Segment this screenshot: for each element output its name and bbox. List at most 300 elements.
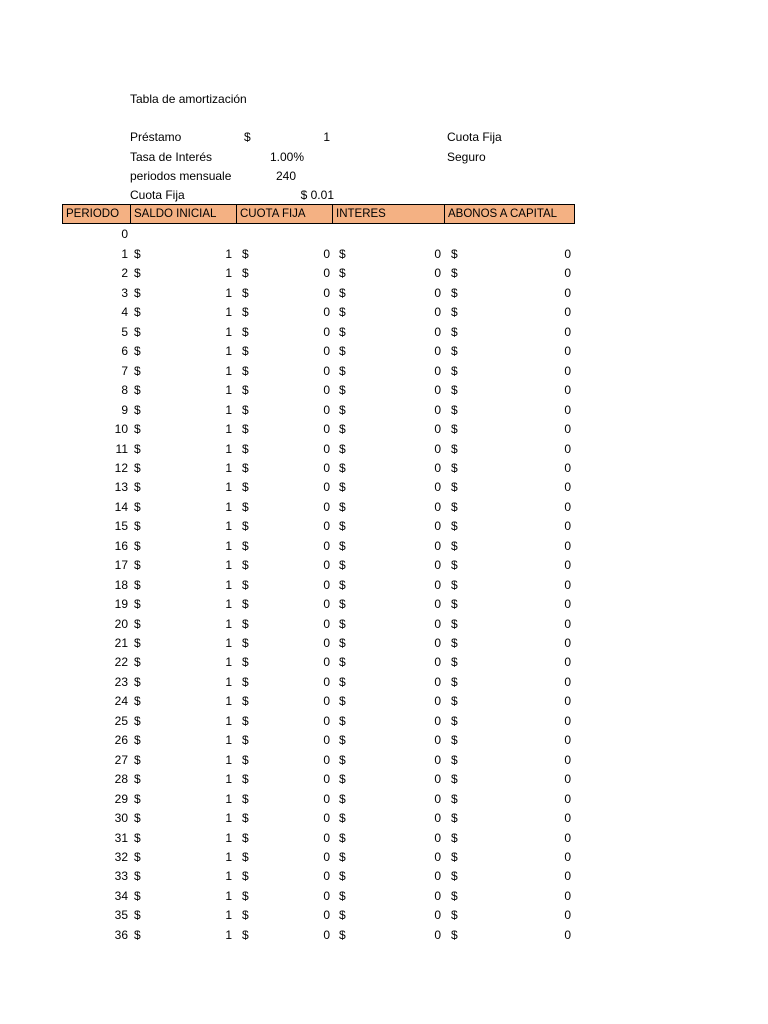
table-row [0, 867, 768, 886]
interes-currency: $ [339, 888, 346, 903]
table-row [0, 459, 768, 478]
abono-currency: $ [451, 674, 458, 689]
saldo-inicial-cell: 1 [225, 441, 232, 456]
table-row [0, 809, 768, 828]
saldo-currency: $ [134, 519, 141, 534]
interes-cell: 0 [434, 519, 441, 534]
cuota-fija-cell: 0 [323, 558, 330, 573]
abono-currency: $ [451, 655, 458, 670]
abono-capital-cell: 0 [564, 772, 571, 787]
saldo-inicial-cell: 1 [225, 460, 232, 475]
cuota-currency: $ [242, 499, 249, 514]
saldo-currency: $ [134, 383, 141, 398]
interes-currency: $ [339, 499, 346, 514]
table-row [0, 615, 768, 634]
cuota-fija-cell: 0 [323, 266, 330, 281]
interes-cell: 0 [434, 305, 441, 320]
abono-capital-cell: 0 [564, 402, 571, 417]
table-row [0, 342, 768, 361]
abono-currency: $ [451, 441, 458, 456]
interes-currency: $ [339, 363, 346, 378]
interes-currency: $ [339, 519, 346, 534]
period-cell: 18 [114, 577, 128, 592]
abono-capital-cell: 0 [564, 538, 571, 553]
period-cell: 14 [114, 499, 128, 514]
table-row [0, 303, 768, 322]
saldo-currency: $ [134, 772, 141, 787]
table-row [0, 362, 768, 381]
interes-currency: $ [339, 674, 346, 689]
cuota-fija-cell: 0 [323, 402, 330, 417]
period-cell: 25 [114, 713, 128, 728]
cuota-currency: $ [242, 616, 249, 631]
saldo-inicial-cell: 1 [225, 519, 232, 534]
period-cell: 1 [121, 247, 128, 261]
abono-capital-cell: 0 [564, 460, 571, 475]
cuota-fija-cell: 0 [323, 830, 330, 845]
abono-capital-cell: 0 [564, 577, 571, 592]
prestamo-label: Préstamo [130, 130, 182, 144]
abono-capital-cell: 0 [564, 636, 571, 650]
cuota-currency: $ [242, 247, 249, 261]
column-header-saldo-inicial: SALDO INICIAL [131, 205, 237, 223]
cuota-currency: $ [242, 402, 249, 417]
interes-cell: 0 [434, 811, 441, 826]
periodos-label: periodos mensuale [130, 169, 232, 183]
table-row [0, 381, 768, 400]
interes-cell: 0 [434, 674, 441, 689]
cuota-currency: $ [242, 791, 249, 806]
abono-currency: $ [451, 888, 458, 903]
period-cell: 24 [114, 694, 128, 709]
saldo-inicial-cell: 1 [225, 636, 232, 650]
cuota-fija-cell: 0 [323, 480, 330, 495]
saldo-inicial-cell: 1 [225, 733, 232, 748]
cuota-fija-cell: 0 [323, 791, 330, 806]
cuota-fija-cell: 0 [323, 597, 330, 612]
abono-currency: $ [451, 247, 458, 261]
cuota-fija-cell: 0 [323, 636, 330, 650]
cuota-currency: $ [242, 577, 249, 592]
period-cell: 3 [121, 285, 128, 300]
abono-currency: $ [451, 849, 458, 864]
saldo-currency: $ [134, 480, 141, 495]
saldo-inicial-cell: 1 [225, 791, 232, 806]
saldo-inicial-cell: 1 [225, 383, 232, 398]
cuota-currency: $ [242, 383, 249, 398]
table-row [0, 770, 768, 789]
saldo-inicial-cell: 1 [225, 577, 232, 592]
abono-currency: $ [451, 636, 458, 650]
interes-currency: $ [339, 694, 346, 709]
table-row [0, 537, 768, 556]
abono-capital-cell: 0 [564, 752, 571, 767]
abono-currency: $ [451, 927, 458, 942]
interes-cell: 0 [434, 324, 441, 339]
interes-currency: $ [339, 538, 346, 553]
saldo-inicial-cell: 1 [225, 849, 232, 864]
saldo-currency: $ [134, 713, 141, 728]
saldo-currency: $ [134, 694, 141, 709]
interes-cell: 0 [434, 908, 441, 923]
period-cell: 30 [114, 811, 128, 826]
abono-currency: $ [451, 597, 458, 612]
abono-capital-cell: 0 [564, 363, 571, 378]
period-cell: 16 [114, 538, 128, 553]
cuota-fija-cell: 0 [323, 772, 330, 787]
cuota-currency: $ [242, 441, 249, 456]
saldo-currency: $ [134, 499, 141, 514]
abono-currency: $ [451, 752, 458, 767]
saldo-inicial-cell: 1 [225, 674, 232, 689]
abono-capital-cell: 0 [564, 285, 571, 300]
table-row [0, 848, 768, 867]
abono-currency: $ [451, 811, 458, 826]
cuota-fija-cell: 0 [323, 752, 330, 767]
cuota-fija-cell: 0 [323, 713, 330, 728]
saldo-currency: $ [134, 422, 141, 437]
period-cell: 28 [114, 772, 128, 787]
cuota-currency: $ [242, 655, 249, 670]
saldo-inicial-cell: 1 [225, 344, 232, 359]
interes-currency: $ [339, 285, 346, 300]
period-cell: 2 [121, 266, 128, 281]
interes-cell: 0 [434, 869, 441, 884]
period-cell: 10 [114, 422, 128, 437]
abono-currency: $ [451, 713, 458, 728]
interes-currency: $ [339, 811, 346, 826]
abono-capital-cell: 0 [564, 480, 571, 495]
saldo-currency: $ [134, 324, 141, 339]
saldo-currency: $ [134, 849, 141, 864]
interes-currency: $ [339, 908, 346, 923]
interes-currency: $ [339, 305, 346, 320]
abono-currency: $ [451, 285, 458, 300]
interes-currency: $ [339, 344, 346, 359]
saldo-currency: $ [134, 460, 141, 475]
saldo-inicial-cell: 1 [225, 655, 232, 670]
abono-capital-cell: 0 [564, 791, 571, 806]
saldo-currency: $ [134, 636, 141, 650]
period-cell: 22 [114, 655, 128, 670]
cuota-fija-cell: 0 [323, 694, 330, 709]
cuota-currency: $ [242, 363, 249, 378]
saldo-inicial-cell: 1 [225, 324, 232, 339]
column-header-interes: INTERES [333, 205, 445, 223]
saldo-inicial-cell: 1 [225, 480, 232, 495]
saldo-currency: $ [134, 305, 141, 320]
saldo-inicial-cell: 1 [225, 499, 232, 514]
interes-currency: $ [339, 713, 346, 728]
saldo-inicial-cell: 1 [225, 694, 232, 709]
cuota-fija-cell: 0 [323, 460, 330, 475]
table-row [0, 595, 768, 614]
period-cell: 15 [114, 519, 128, 534]
period-cell: 9 [121, 402, 128, 417]
cuota-currency: $ [242, 597, 249, 612]
saldo-inicial-cell: 1 [225, 285, 232, 300]
interes-currency: $ [339, 655, 346, 670]
interes-currency: $ [339, 247, 346, 261]
interes-currency: $ [339, 422, 346, 437]
interes-cell: 0 [434, 558, 441, 573]
saldo-currency: $ [134, 577, 141, 592]
cuota-currency: $ [242, 460, 249, 475]
abono-capital-cell: 0 [564, 499, 571, 514]
interes-currency: $ [339, 441, 346, 456]
period-cell: 21 [114, 636, 128, 650]
abono-capital-cell: 0 [564, 266, 571, 281]
interes-currency: $ [339, 324, 346, 339]
period-cell: 13 [114, 480, 128, 495]
interes-currency: $ [339, 772, 346, 787]
prestamo-currency: $ [244, 130, 251, 144]
abono-currency: $ [451, 733, 458, 748]
saldo-currency: $ [134, 344, 141, 359]
table-row [0, 323, 768, 342]
abono-currency: $ [451, 363, 458, 378]
abono-capital-cell: 0 [564, 694, 571, 709]
saldo-currency: $ [134, 752, 141, 767]
cuota-fija-cell: 0 [323, 888, 330, 903]
period-cell: 17 [114, 558, 128, 573]
period-cell: 27 [114, 752, 128, 767]
period-cell: 4 [121, 305, 128, 320]
period-cell: 6 [121, 344, 128, 359]
table-row [0, 498, 768, 517]
interes-cell: 0 [434, 344, 441, 359]
period-cell: 36 [114, 927, 128, 942]
saldo-currency: $ [134, 402, 141, 417]
saldo-inicial-cell: 1 [225, 558, 232, 573]
cuota-currency: $ [242, 674, 249, 689]
saldo-currency: $ [134, 888, 141, 903]
interes-cell: 0 [434, 927, 441, 942]
cuota-fija-cell: 0 [323, 869, 330, 884]
seguro-side-label: Seguro [447, 150, 486, 164]
table-row [0, 790, 768, 809]
period-cell: 33 [114, 869, 128, 884]
column-header-abonos-a-capital: ABONOS A CAPITAL [448, 208, 558, 220]
abono-capital-cell: 0 [564, 811, 571, 826]
interes-cell: 0 [434, 849, 441, 864]
saldo-inicial-cell: 1 [225, 888, 232, 903]
table-row [0, 751, 768, 770]
cuota-currency: $ [242, 519, 249, 534]
interes-cell: 0 [434, 791, 441, 806]
interes-currency: $ [339, 460, 346, 475]
table-row [0, 284, 768, 303]
interes-currency: $ [339, 636, 346, 650]
period-cell: 26 [114, 733, 128, 748]
period-cell: 31 [114, 830, 128, 845]
table-row [0, 731, 768, 750]
cuota-fija-cell: 0 [323, 422, 330, 437]
table-row [0, 401, 768, 420]
abono-capital-cell: 0 [564, 597, 571, 612]
period-cell: 7 [121, 363, 128, 378]
saldo-currency: $ [134, 285, 141, 300]
interes-cell: 0 [434, 402, 441, 417]
interes-cell: 0 [434, 285, 441, 300]
abono-currency: $ [451, 694, 458, 709]
cuota-currency: $ [242, 888, 249, 903]
prestamo-value: 1 [323, 130, 330, 144]
cuota-fija-cell: 0 [323, 616, 330, 631]
saldo-currency: $ [134, 538, 141, 553]
period-cell: 29 [114, 791, 128, 806]
cuota-currency: $ [242, 558, 249, 573]
interes-cell: 0 [434, 597, 441, 612]
interes-cell: 0 [434, 538, 441, 553]
saldo-inicial-cell: 1 [225, 830, 232, 845]
abono-currency: $ [451, 402, 458, 417]
sheet-title: Tabla de amortización [130, 92, 247, 106]
abono-capital-cell: 0 [564, 305, 571, 320]
cuota-fija-cell: 0 [323, 285, 330, 300]
cuota-fija-cell: 0 [323, 305, 330, 320]
interes-cell: 0 [434, 694, 441, 709]
interes-cell: 0 [434, 713, 441, 728]
interes-cell: 0 [434, 655, 441, 670]
table-row [0, 926, 768, 945]
table-row [0, 634, 768, 653]
saldo-inicial-cell: 1 [225, 402, 232, 417]
abono-currency: $ [451, 305, 458, 320]
cuota-fija-cell: 0 [323, 811, 330, 826]
table-row [0, 653, 768, 672]
cuota-currency: $ [242, 422, 249, 437]
saldo-currency: $ [134, 363, 141, 378]
abono-capital-cell: 0 [564, 927, 571, 942]
column-header-cuota-fija: CUOTA FIJA [237, 205, 333, 223]
saldo-currency: $ [134, 616, 141, 631]
abono-capital-cell: 0 [564, 674, 571, 689]
cuota-fija-cell: 0 [323, 363, 330, 378]
cuota-fija-cell: 0 [323, 441, 330, 456]
cuota-currency: $ [242, 908, 249, 923]
table-row [0, 906, 768, 925]
abono-currency: $ [451, 266, 458, 281]
saldo-inicial-cell: 1 [225, 616, 232, 631]
interes-currency: $ [339, 752, 346, 767]
saldo-inicial-cell: 1 [225, 908, 232, 923]
cuota-fija-cell: 0 [323, 733, 330, 748]
saldo-inicial-cell: 1 [225, 752, 232, 767]
interes-cell: 0 [434, 577, 441, 592]
saldo-currency: $ [134, 927, 141, 942]
cuota-currency: $ [242, 694, 249, 709]
interes-currency: $ [339, 577, 346, 592]
cuota-currency: $ [242, 285, 249, 300]
abono-currency: $ [451, 480, 458, 495]
cuota-fija-cell: 0 [323, 538, 330, 553]
saldo-currency: $ [134, 655, 141, 670]
interes-cell: 0 [434, 441, 441, 456]
cuota-currency: $ [242, 344, 249, 359]
abono-capital-cell: 0 [564, 422, 571, 437]
cuota-currency: $ [242, 636, 249, 650]
saldo-currency: $ [134, 441, 141, 456]
table-row [0, 692, 768, 711]
cuota-fija-cell: 0 [323, 247, 330, 261]
saldo-currency: $ [134, 247, 141, 261]
abono-currency: $ [451, 383, 458, 398]
interes-cell: 0 [434, 830, 441, 845]
abono-capital-cell: 0 [564, 869, 571, 884]
abono-currency: $ [451, 558, 458, 573]
interes-currency: $ [339, 616, 346, 631]
interes-currency: $ [339, 849, 346, 864]
period-cell: 23 [114, 674, 128, 689]
cuota-currency: $ [242, 538, 249, 553]
cuota-currency: $ [242, 305, 249, 320]
abono-capital-cell: 0 [564, 830, 571, 845]
saldo-inicial-cell: 1 [225, 247, 232, 261]
table-row [0, 556, 768, 575]
saldo-inicial-cell: 1 [225, 305, 232, 320]
abono-capital-cell: 0 [564, 519, 571, 534]
interes-currency: $ [339, 733, 346, 748]
abono-capital-cell: 0 [564, 324, 571, 339]
cuota-label: Cuota Fija [130, 188, 185, 202]
cuota-currency: $ [242, 811, 249, 826]
abono-currency: $ [451, 499, 458, 514]
abono-currency: $ [451, 908, 458, 923]
interes-cell: 0 [434, 363, 441, 378]
abono-capital-cell: 0 [564, 908, 571, 923]
table-row [0, 478, 768, 497]
interes-cell: 0 [434, 733, 441, 748]
interes-currency: $ [339, 266, 346, 281]
abono-currency: $ [451, 422, 458, 437]
saldo-inicial-cell: 1 [225, 811, 232, 826]
saldo-currency: $ [134, 266, 141, 281]
interes-currency: $ [339, 402, 346, 417]
interes-currency: $ [339, 383, 346, 398]
abono-capital-cell: 0 [564, 344, 571, 359]
saldo-inicial-cell: 1 [225, 422, 232, 437]
period-cell: 8 [121, 383, 128, 398]
cuota-currency: $ [242, 830, 249, 845]
abono-currency: $ [451, 460, 458, 475]
table-header [62, 204, 575, 224]
saldo-inicial-cell: 1 [225, 363, 232, 378]
saldo-currency: $ [134, 597, 141, 612]
cuota-fija-cell: 0 [323, 927, 330, 942]
saldo-inicial-cell: 1 [225, 597, 232, 612]
saldo-inicial-cell: 1 [225, 869, 232, 884]
interes-currency: $ [339, 558, 346, 573]
cuota-fija-cell: 0 [323, 655, 330, 670]
interes-cell: 0 [434, 422, 441, 437]
saldo-currency: $ [134, 830, 141, 845]
cuota-fija-cell: 0 [323, 849, 330, 864]
cuota-currency: $ [242, 733, 249, 748]
table-row [0, 712, 768, 731]
abono-capital-cell: 0 [564, 247, 571, 261]
interes-cell: 0 [434, 772, 441, 787]
table-row [0, 576, 768, 595]
saldo-currency: $ [134, 908, 141, 923]
saldo-currency: $ [134, 869, 141, 884]
cuota-fija-cell: 0 [323, 577, 330, 592]
cuota-currency: $ [242, 752, 249, 767]
abono-currency: $ [451, 616, 458, 631]
cuota-fija-side-label: Cuota Fija [447, 130, 502, 144]
cuota-currency: $ [242, 927, 249, 942]
period-cell: 19 [114, 597, 128, 612]
